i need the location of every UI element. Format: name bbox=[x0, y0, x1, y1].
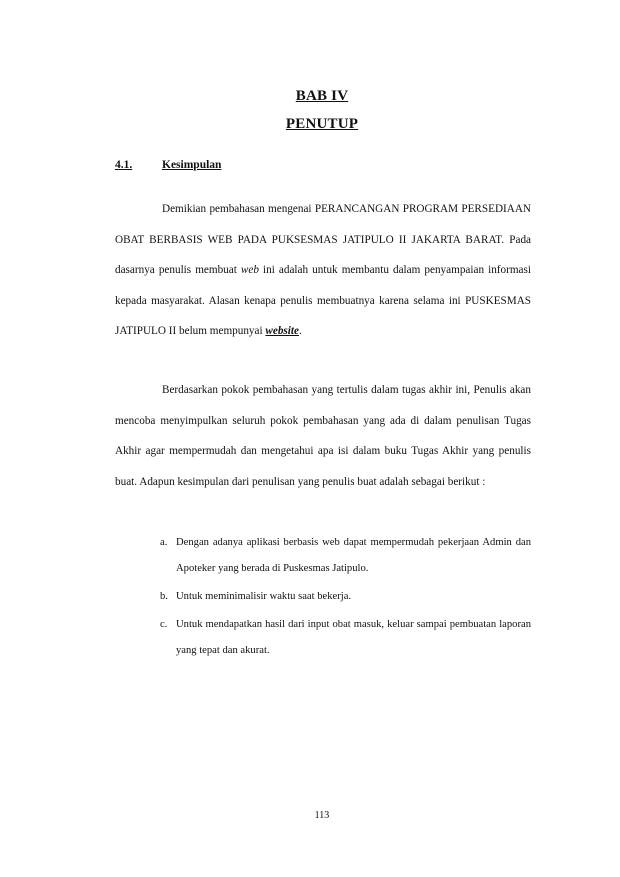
page-number: 113 bbox=[314, 810, 330, 821]
list-item-text: Untuk mendapatkan hasil dari input obat masuk, keluar sampai pembuatan laporan yang tepat dan akurat. bbox=[176, 619, 531, 656]
list-marker: b. bbox=[160, 591, 168, 602]
list-marker: a. bbox=[160, 537, 168, 548]
chapter-title: PENUTUP bbox=[285, 116, 359, 132]
section-title: Kesimpulan bbox=[162, 159, 222, 171]
paragraph-intro-text-3: . bbox=[298, 325, 302, 338]
paragraph-intro-text-2: ini adalah untuk membantu dalam penyampaian informasi kepada masyarakat. Alasan kenapa penulis membuatnya karena selama ini PUSKESMAS JATIPULO II belum mempunyai bbox=[115, 264, 531, 338]
conclusion-list bbox=[160, 530, 531, 664]
paragraph-intro-emphasis-web: web bbox=[240, 264, 259, 277]
paragraph-summary: Berdasarkan pokok pembahasan yang tertulis dalam tugas akhir ini, Penulis akan mencoba menyimpulkan seluruh pokok pembahasan yang ada di dalam penulisan Tugas Akhir agar mempermudah dan mengetahui apa isi dalam buku Tugas Akhir yang penulis buat. Adapun kesimpulan dari penulisan yang penulis buat adalah sebagai berikut : bbox=[115, 384, 531, 488]
paragraph-intro bbox=[115, 194, 531, 347]
section-number: 4.1. bbox=[115, 159, 133, 171]
list-item bbox=[160, 612, 531, 664]
list-item bbox=[160, 584, 531, 610]
list-item-text: Dengan adanya aplikasi berbasis web dapat mempermudah pekerjaan Admin dan Apoteker yang berada di Puskesmas Jatipulo. bbox=[176, 537, 531, 574]
paragraph-intro-text-1: Demikian pembahasan mengenai PERANCANGAN PROGRAM PERSEDIAAN OBAT BERBASIS WEB PADA PUKSESMAS JATIPULO II JAKARTA BARAT. Pada dasarnya penulis membuat bbox=[115, 203, 531, 277]
list-item-text: Untuk meminimalisir waktu saat bekerja. bbox=[176, 591, 352, 602]
list-marker: c. bbox=[160, 619, 168, 630]
paragraph-intro-emphasis-website: website bbox=[265, 325, 299, 338]
chapter-heading: BAB IV bbox=[295, 88, 349, 104]
list-item bbox=[160, 530, 531, 582]
